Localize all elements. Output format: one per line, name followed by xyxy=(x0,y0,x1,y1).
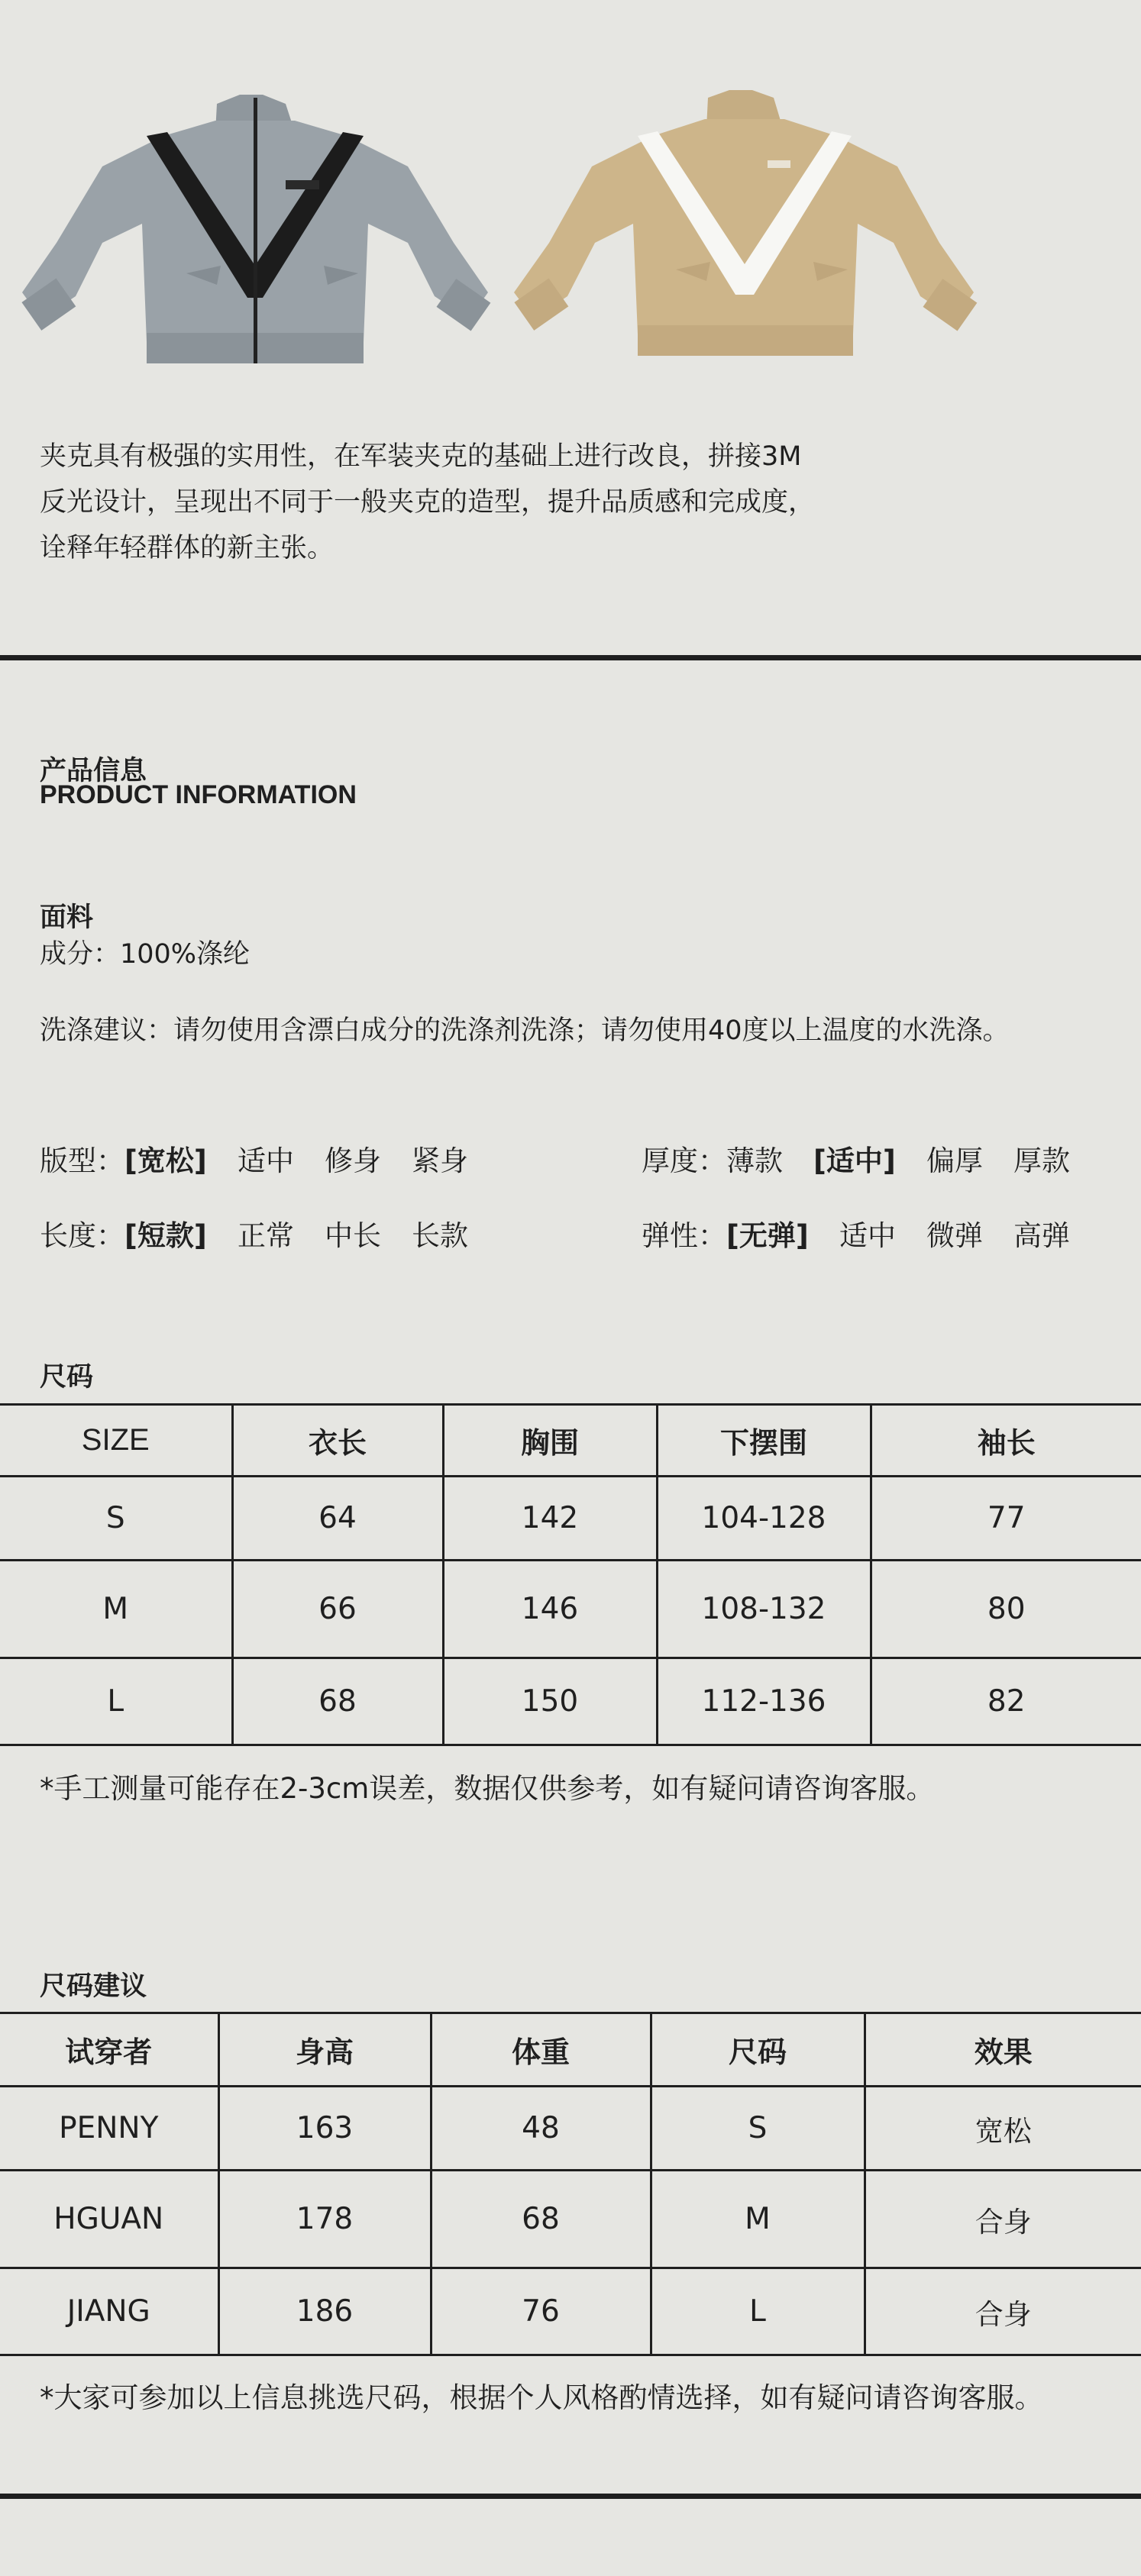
table-cell: 76 xyxy=(431,2268,651,2355)
table-cell: L xyxy=(651,2268,865,2355)
size-advice-table xyxy=(0,2012,1141,2356)
table-header: 效果 xyxy=(865,2013,1141,2087)
table-cell: 178 xyxy=(218,2171,431,2268)
attr-option: 正常 xyxy=(238,1219,294,1252)
product-info-title-en: PRODUCT INFORMATION xyxy=(40,780,357,809)
table-cell: PENNY xyxy=(0,2087,218,2171)
table-header: SIZE xyxy=(0,1405,232,1477)
table-cell: 112-136 xyxy=(657,1658,871,1745)
fabric-title: 面料 xyxy=(40,902,94,933)
product-info-title-cn: 产品信息 xyxy=(40,756,147,786)
table-cell: M xyxy=(0,1561,232,1658)
intro-line: 反光设计，呈现出不同于一般夹克的造型，提升品质感和完成度， xyxy=(40,487,816,518)
length-attribute xyxy=(40,1212,468,1254)
table-header-row xyxy=(0,1405,1141,1477)
table-cell: JIANG xyxy=(0,2268,218,2355)
table-cell: 108-132 xyxy=(657,1561,871,1658)
attr-option: 高弹 xyxy=(1013,1219,1070,1252)
table-row xyxy=(0,1477,1141,1561)
table-row xyxy=(0,2171,1141,2268)
table-cell: 82 xyxy=(871,1658,1141,1745)
table-cell: 150 xyxy=(443,1658,657,1745)
attr-label: 厚度： xyxy=(642,1144,726,1177)
table-cell: HGUAN xyxy=(0,2171,218,2268)
table-cell: 48 xyxy=(431,2087,651,2171)
attr-option: 修身 xyxy=(325,1144,381,1177)
attr-option: 厚款 xyxy=(1013,1144,1070,1177)
table-header: 尺码 xyxy=(651,2013,865,2087)
table-cell: 合身 xyxy=(865,2268,1141,2355)
section-divider xyxy=(0,655,1141,660)
table-cell: 68 xyxy=(431,2171,651,2268)
attr-option-selected: [适中] xyxy=(813,1144,896,1177)
table-cell: 宽松 xyxy=(865,2087,1141,2171)
table-header-row xyxy=(0,2013,1141,2087)
attr-option: 紧身 xyxy=(412,1144,468,1177)
fit-attribute xyxy=(40,1138,468,1179)
attr-option-selected: [宽松] xyxy=(124,1144,207,1177)
beige-jacket-image xyxy=(500,90,989,365)
attr-label: 弹性： xyxy=(642,1219,726,1252)
table-row xyxy=(0,1561,1141,1658)
intro-paragraph xyxy=(40,434,956,571)
footer-divider xyxy=(0,2494,1141,2499)
size-advice-title: 尺码建议 xyxy=(40,1971,147,2002)
attr-label: 长度： xyxy=(40,1219,124,1252)
table-header: 体重 xyxy=(431,2013,651,2087)
table-cell: S xyxy=(0,1477,232,1561)
table-cell: 80 xyxy=(871,1561,1141,1658)
attr-option: 中长 xyxy=(325,1219,381,1252)
table-cell: 66 xyxy=(232,1561,443,1658)
table-cell: 合身 xyxy=(865,2171,1141,2268)
attr-option: 长款 xyxy=(412,1219,468,1252)
attr-option: 偏厚 xyxy=(926,1144,983,1177)
table-cell: 77 xyxy=(871,1477,1141,1561)
intro-line: 诠释年轻群体的新主张。 xyxy=(40,533,335,563)
attr-option-selected: [无弹] xyxy=(726,1219,809,1252)
attr-option: 薄款 xyxy=(726,1144,783,1177)
table-row xyxy=(0,2268,1141,2355)
attr-option: 微弹 xyxy=(926,1219,983,1252)
table-header: 胸围 xyxy=(443,1405,657,1477)
table-cell: 186 xyxy=(218,2268,431,2355)
table-cell: 68 xyxy=(232,1658,443,1745)
table-header: 袖长 xyxy=(871,1405,1141,1477)
table-row xyxy=(0,1658,1141,1745)
attr-option-selected: [短款] xyxy=(124,1219,207,1252)
table-cell: L xyxy=(0,1658,232,1745)
table-cell: 64 xyxy=(232,1477,443,1561)
table-cell: 163 xyxy=(218,2087,431,2171)
intro-line: 夹克具有极强的实用性，在军装夹克的基础上进行改良，拼接3M xyxy=(40,441,802,472)
table-cell: 146 xyxy=(443,1561,657,1658)
table-header: 下摆围 xyxy=(657,1405,871,1477)
elasticity-attribute xyxy=(642,1212,1070,1254)
size-chart-table xyxy=(0,1403,1141,1746)
attr-label: 版型： xyxy=(40,1144,124,1177)
table-header: 衣长 xyxy=(232,1405,443,1477)
table-header: 试穿者 xyxy=(0,2013,218,2087)
washing-text: 洗涤建议：请勿使用含漂白成分的洗涤剂洗涤；请勿使用40度以上温度的水洗涤。 xyxy=(40,1015,1010,1046)
gray-jacket-image xyxy=(11,90,499,365)
attr-option: 适中 xyxy=(238,1144,294,1177)
attr-option: 适中 xyxy=(839,1219,896,1252)
table-cell: 142 xyxy=(443,1477,657,1561)
table-row xyxy=(0,2087,1141,2171)
composition-text: 成分：100%涤纶 xyxy=(40,939,251,970)
size-advice-note: *大家可参加以上信息挑选尺码，根据个人风格酌情选择，如有疑问请咨询客服。 xyxy=(40,2381,1043,2414)
table-cell: S xyxy=(651,2087,865,2171)
table-header: 身高 xyxy=(218,2013,431,2087)
size-chart-title: 尺码 xyxy=(40,1362,94,1393)
table-cell: M xyxy=(651,2171,865,2268)
table-cell: 104-128 xyxy=(657,1477,871,1561)
thickness-attribute xyxy=(642,1138,1070,1179)
size-chart-note: *手工测量可能存在2-3cm误差，数据仅供参考，如有疑问请咨询客服。 xyxy=(40,1772,935,1805)
